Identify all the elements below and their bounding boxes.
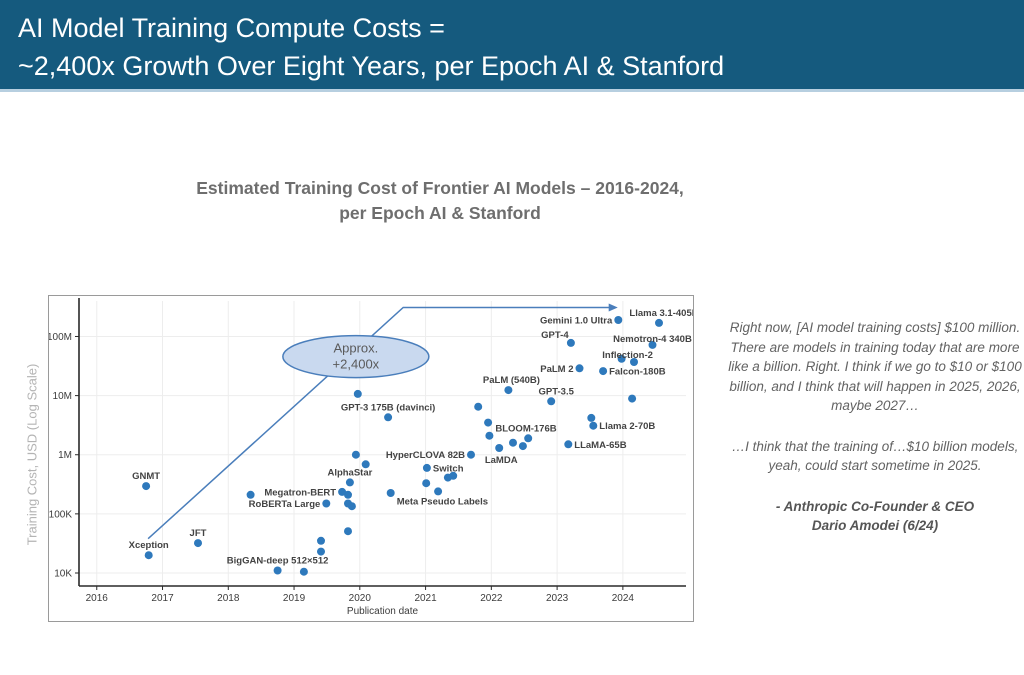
x-tick-label: 2020 xyxy=(348,593,371,604)
data-point xyxy=(344,527,352,535)
y-axis-title: Training Cost, USD (Log Scale) xyxy=(24,363,40,546)
header-title-line1: AI Model Training Compute Costs = xyxy=(18,13,445,43)
data-point-label: Inflection-2 xyxy=(602,349,653,361)
data-point xyxy=(547,397,555,405)
data-point xyxy=(519,442,527,450)
data-point xyxy=(509,439,517,447)
growth-annotation-line2: +2,400x xyxy=(332,356,380,372)
x-tick-label: 2021 xyxy=(414,593,437,604)
data-point-label: HyperCLOVA 82B xyxy=(385,450,465,462)
data-point xyxy=(338,488,346,496)
data-point xyxy=(317,548,325,556)
data-point-label: PaLM 2 xyxy=(540,363,574,375)
data-point xyxy=(354,390,362,398)
data-point xyxy=(346,478,354,486)
data-point-label: Llama 2-70B xyxy=(599,421,656,433)
x-axis-title: Publication date xyxy=(346,606,419,617)
data-point-label: Switch xyxy=(432,463,464,475)
x-tick-label: 2017 xyxy=(151,593,174,604)
data-point-label: PaLM (540B) xyxy=(482,375,540,387)
data-point-label: LaMDA xyxy=(484,455,518,466)
data-point xyxy=(564,440,572,448)
data-point-label: Meta Pseudo Labels xyxy=(396,496,489,508)
quote-paragraph-2: …I think that the training of…$10 billion models, yeah, could start sometime in 2025. xyxy=(731,438,1019,473)
data-point xyxy=(194,539,202,547)
data-point xyxy=(322,500,330,508)
chart-panel xyxy=(48,295,694,622)
data-point-label: LLaMA-65B xyxy=(574,439,627,451)
data-point xyxy=(614,316,622,324)
data-point-label: BLOOM-176B xyxy=(495,423,557,435)
data-point-label: RoBERTa Large xyxy=(248,499,321,510)
x-tick-label: 2023 xyxy=(545,593,569,604)
chart-title-line1: Estimated Training Cost of Frontier AI Models – 2016-2024, xyxy=(196,178,684,198)
data-point xyxy=(142,482,150,490)
data-point xyxy=(599,367,607,375)
quote-attribution-line2: Dario Amodei (6/24) xyxy=(811,518,939,533)
data-point xyxy=(655,319,663,327)
data-point xyxy=(348,502,356,510)
y-tick-label: 10M xyxy=(52,391,72,403)
data-point-label: JFT xyxy=(189,528,207,540)
quote-block xyxy=(728,318,1022,557)
data-point xyxy=(352,451,360,459)
y-tick-label: 100K xyxy=(49,509,72,521)
data-point xyxy=(423,464,431,472)
data-point xyxy=(317,537,325,545)
growth-annotation-line1: Approx. xyxy=(333,340,379,356)
data-point xyxy=(485,432,493,440)
x-tick-label: 2022 xyxy=(480,593,503,604)
data-point xyxy=(247,491,255,499)
data-point xyxy=(484,419,492,427)
data-point-label: Nemotron-4 340B xyxy=(613,333,692,345)
data-point xyxy=(576,364,584,372)
data-point xyxy=(628,395,636,403)
data-point-label: BigGAN-deep 512×512 xyxy=(226,555,329,567)
data-point xyxy=(524,434,532,442)
data-point xyxy=(145,551,153,559)
data-point-label: GPT-4 xyxy=(541,329,569,341)
data-point-label: GNMT xyxy=(132,471,161,483)
data-point-label: Llama 3.1-405B xyxy=(629,307,693,319)
data-point xyxy=(587,414,595,422)
x-tick-label: 2018 xyxy=(217,593,240,604)
data-point xyxy=(274,567,282,575)
data-point-label: Gemini 1.0 Ultra xyxy=(539,315,613,327)
data-point-label: GPT-3 175B (davinci) xyxy=(340,402,436,414)
data-point xyxy=(467,451,475,459)
data-point-label: Falcon-180B xyxy=(609,366,666,378)
data-point xyxy=(384,413,392,421)
data-point xyxy=(495,444,503,452)
data-point xyxy=(300,568,308,576)
data-point-label: Megatron-BERT xyxy=(264,487,337,499)
y-tick-label: 1M xyxy=(58,450,72,462)
y-tick-label: 100M xyxy=(49,331,72,343)
data-point-label: AlphaStar xyxy=(327,467,373,479)
data-point xyxy=(434,487,442,495)
slide-header xyxy=(0,0,1024,92)
y-tick-label: 10K xyxy=(54,568,72,580)
chart-title-line2: per Epoch AI & Stanford xyxy=(339,203,541,223)
data-point xyxy=(474,403,482,411)
data-point xyxy=(387,489,395,497)
x-tick-label: 2019 xyxy=(282,593,306,604)
data-point xyxy=(589,422,597,430)
chart-title xyxy=(150,176,730,226)
x-tick-label: 2024 xyxy=(611,593,634,604)
quote-attribution-line1: - Anthropic Co-Founder & CEO xyxy=(775,498,975,514)
data-point-label: Xception xyxy=(128,540,169,552)
x-tick-label: 2016 xyxy=(85,593,108,604)
header-title-line2: ~2,400x Growth Over Eight Years, per Epoch AI & Stanford xyxy=(18,51,725,81)
data-point-label: GPT-3.5 xyxy=(538,386,574,398)
scatter-plot xyxy=(49,296,693,621)
quote-paragraph-1: Right now, [AI model training costs] $100 million. There are models in training today that are more like a billion. Right. I think if we go to $10 or $100 billion, and I think that will happen in 2025, 2026, maybe 2027… xyxy=(728,320,1022,413)
data-point xyxy=(422,479,430,487)
data-point xyxy=(504,386,512,394)
